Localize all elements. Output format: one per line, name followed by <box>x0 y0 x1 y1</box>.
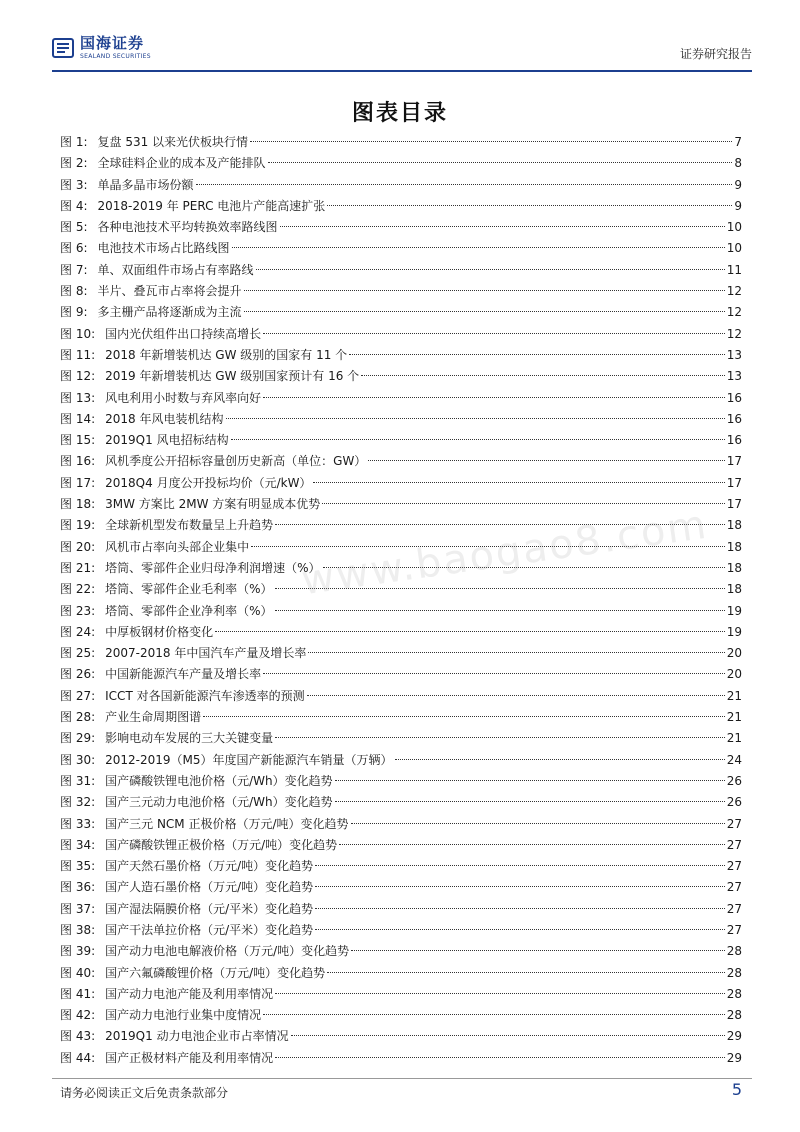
logo-cn-text: 国海证券 <box>80 34 145 52</box>
toc-figure-label: 图 22: <box>60 582 96 597</box>
toc-dot-leader <box>226 418 725 419</box>
toc-page-number: 27 <box>726 816 742 831</box>
toc-figure-label: 图 29: <box>60 731 96 746</box>
toc-page-number: 29 <box>726 1029 742 1044</box>
toc-page-number: 28 <box>726 944 742 959</box>
toc-entry[interactable] <box>60 963 742 984</box>
toc-figure-label: 图 42: <box>60 1008 96 1023</box>
toc-entry[interactable] <box>60 643 742 664</box>
toc-figure-title: 塔筒、零部件企业毛利率（%） <box>105 582 273 597</box>
toc-figure-title: 2018 年风电装机结构 <box>105 411 224 426</box>
toc-figure-label: 图 30: <box>60 752 96 767</box>
disclaimer-note: 请务必阅读正文后免责条款部分 <box>60 1086 229 1100</box>
toc-figure-title: 产业生命周期图谱 <box>105 710 202 725</box>
toc-entry[interactable] <box>60 792 742 813</box>
toc-figure-label: 图 34: <box>60 837 96 852</box>
toc-figure-title: 国产动力电池产能及利用率情况 <box>105 986 274 1001</box>
toc-entry[interactable] <box>60 1026 742 1047</box>
toc-dot-leader <box>275 993 725 994</box>
toc-dot-leader <box>196 184 733 185</box>
toc-entry[interactable] <box>60 899 742 920</box>
toc-figure-title: 国产三元动力电池价格（元/Wh）变化趋势 <box>105 795 333 810</box>
toc-dot-leader <box>368 460 724 461</box>
toc-figure-label: 图 31: <box>60 773 96 788</box>
toc-dot-leader <box>327 972 725 973</box>
toc-figure-label: 图 13: <box>60 390 96 405</box>
toc-figure-label: 图 2: <box>60 156 88 171</box>
toc-page-number: 18 <box>726 539 742 554</box>
toc-figure-label: 图 18: <box>60 497 96 512</box>
toc-figure-label: 图 5: <box>60 220 88 235</box>
figure-table-of-contents <box>60 132 742 1069</box>
toc-figure-title: 3MW 方案比 2MW 方案有明显成本优势 <box>105 497 321 512</box>
toc-dot-leader <box>351 823 725 824</box>
toc-figure-title: 全球新机型发布数量呈上升趋势 <box>105 518 274 533</box>
toc-page-number: 16 <box>726 390 742 405</box>
toc-page-number: 21 <box>726 710 742 725</box>
toc-dot-leader <box>232 247 725 248</box>
toc-page-number: 19 <box>726 603 742 618</box>
toc-figure-title: 2018-2019 年 PERC 电池片产能高速扩张 <box>97 198 326 213</box>
company-logo <box>52 36 151 60</box>
toc-figure-title: 国内光伏组件出口持续高增长 <box>105 326 262 341</box>
toc-page-number: 17 <box>726 454 742 469</box>
toc-entry[interactable] <box>60 153 742 174</box>
toc-page-number: 17 <box>726 475 742 490</box>
toc-figure-title: 单、双面组件市场占有率路线 <box>97 262 254 277</box>
toc-entry[interactable] <box>60 920 742 941</box>
toc-entry[interactable] <box>60 175 742 196</box>
toc-figure-title: 复盘 531 以来光伏板块行情 <box>97 135 249 149</box>
toc-figure-title: ICCT 对各国新能源汽车渗透率的预测 <box>105 688 305 703</box>
toc-figure-label: 图 4: <box>60 198 88 213</box>
toc-figure-label: 图 19: <box>60 518 96 533</box>
toc-figure-title: 国产六氟磷酸锂价格（万元/吨）变化趋势 <box>105 965 326 980</box>
toc-entry[interactable] <box>60 622 742 643</box>
toc-dot-leader <box>307 695 725 696</box>
toc-figure-title: 国产动力电池电解液价格（万元/吨）变化趋势 <box>105 944 350 959</box>
toc-entry[interactable] <box>60 877 742 898</box>
page-header <box>52 30 752 70</box>
toc-figure-label: 图 38: <box>60 922 96 937</box>
toc-dot-leader <box>244 290 725 291</box>
toc-figure-title: 国产人造石墨价格（万元/吨）变化趋势 <box>105 880 314 895</box>
toc-page-number: 8 <box>734 156 742 171</box>
toc-figure-label: 图 3: <box>60 177 88 192</box>
toc-entry[interactable] <box>60 281 742 302</box>
toc-entry[interactable] <box>60 260 742 281</box>
toc-page-number: 18 <box>726 518 742 533</box>
toc-figure-label: 图 11: <box>60 347 96 362</box>
toc-entry[interactable] <box>60 941 742 962</box>
toc-page-number: 26 <box>726 795 742 810</box>
toc-dot-leader <box>395 759 725 760</box>
toc-figure-title: 国产磷酸铁锂正极价格（万元/吨）变化趋势 <box>105 837 338 852</box>
toc-figure-label: 图 40: <box>60 965 96 980</box>
toc-page-number: 11 <box>726 262 742 277</box>
toc-figure-label: 图 41: <box>60 986 96 1001</box>
toc-figure-title: 全球硅料企业的成本及产能排队 <box>97 156 266 171</box>
toc-figure-title: 各种电池技术平均转换效率路线图 <box>97 220 278 235</box>
toc-figure-title: 2019Q1 风电招标结构 <box>105 433 229 448</box>
toc-page-number: 10 <box>726 220 742 235</box>
toc-figure-title: 2007-2018 年中国汽车产量及增长率 <box>105 646 307 661</box>
toc-figure-title: 电池技术市场占比路线图 <box>97 241 230 256</box>
toc-figure-label: 图 1: <box>60 135 88 149</box>
toc-entry[interactable] <box>60 750 742 771</box>
toc-dot-leader <box>275 1057 725 1058</box>
toc-page-number: 26 <box>726 773 742 788</box>
header-divider <box>52 70 752 72</box>
toc-figure-title: 国产三元 NCM 正极价格（万元/吨）变化趋势 <box>105 816 349 831</box>
toc-page-number: 18 <box>726 582 742 597</box>
toc-figure-title: 2018 年新增装机达 GW 级别的国家有 11 个 <box>105 347 348 362</box>
toc-page-number: 29 <box>726 1050 742 1065</box>
toc-dot-leader <box>351 950 725 951</box>
toc-page-number: 13 <box>726 369 742 384</box>
toc-figure-label: 图 20: <box>60 539 96 554</box>
toc-figure-title: 国产天然石墨价格（万元/吨）变化趋势 <box>105 859 314 874</box>
toc-entry[interactable] <box>60 345 742 366</box>
toc-page-number: 20 <box>726 667 742 682</box>
toc-figure-label: 图 39: <box>60 944 96 959</box>
toc-entry[interactable] <box>60 430 742 451</box>
toc-page-number: 12 <box>726 284 742 299</box>
toc-page-number: 27 <box>726 837 742 852</box>
toc-dot-leader <box>263 673 725 674</box>
toc-page-number: 9 <box>734 198 742 213</box>
toc-figure-label: 图 10: <box>60 326 96 341</box>
toc-figure-title: 国产湿法隔膜价格（元/平米）变化趋势 <box>105 901 314 916</box>
toc-figure-label: 图 6: <box>60 241 88 256</box>
toc-figure-title: 中厚板钢材价格变化 <box>105 624 214 639</box>
toc-page-number: 13 <box>726 347 742 362</box>
toc-dot-leader <box>291 1035 725 1036</box>
toc-entry[interactable] <box>60 409 742 430</box>
toc-figure-label: 图 8: <box>60 284 88 299</box>
toc-figure-title: 国产动力电池行业集中度情况 <box>105 1008 262 1023</box>
toc-figure-title: 2012-2019（M5）年度国产新能源汽车销量（万辆） <box>105 752 393 767</box>
toc-dot-leader <box>339 844 725 845</box>
logo-en-text: SEALAND SECURITIES <box>80 53 151 60</box>
toc-figure-title: 风机市占率向头部企业集中 <box>105 539 250 554</box>
toc-entry[interactable] <box>60 324 742 345</box>
toc-figure-title: 国产磷酸铁锂电池价格（元/Wh）变化趋势 <box>105 773 333 788</box>
toc-dot-leader <box>315 865 725 866</box>
toc-dot-leader <box>268 162 733 163</box>
toc-figure-label: 图 25: <box>60 646 96 661</box>
toc-page-number: 10 <box>726 241 742 256</box>
toc-entry[interactable] <box>60 1048 742 1069</box>
toc-figure-label: 图 15: <box>60 433 96 448</box>
toc-page-number: 17 <box>726 497 742 512</box>
toc-page-number: 12 <box>726 305 742 320</box>
toc-dot-leader <box>244 311 725 312</box>
toc-entry[interactable] <box>60 302 742 323</box>
toc-dot-leader <box>335 780 725 781</box>
sealand-logo-icon <box>52 37 74 59</box>
toc-figure-label: 图 35: <box>60 859 96 874</box>
toc-dot-leader <box>280 226 725 227</box>
toc-dot-leader <box>313 482 724 483</box>
toc-figure-label: 图 14: <box>60 411 96 426</box>
toc-dot-leader <box>263 333 725 334</box>
toc-page-number: 27 <box>726 901 742 916</box>
toc-figure-title: 2019Q1 动力电池企业市占率情况 <box>105 1029 289 1044</box>
toc-page-number: 9 <box>734 177 742 192</box>
toc-page-number: 16 <box>726 411 742 426</box>
toc-figure-title: 2018Q4 月度公开投标均价（元/kW） <box>105 475 312 490</box>
toc-figure-label: 图 7: <box>60 262 88 277</box>
toc-page-number: 27 <box>726 859 742 874</box>
page-title: 图表目录 <box>351 101 448 126</box>
toc-page-number: 19 <box>726 624 742 639</box>
toc-figure-title: 半片、叠瓦市占率将会提升 <box>97 284 242 299</box>
toc-figure-label: 图 12: <box>60 369 96 384</box>
toc-dot-leader <box>322 503 724 504</box>
toc-figure-title: 单晶多晶市场份额 <box>97 177 194 192</box>
toc-figure-title: 国产正极材料产能及利用率情况 <box>105 1050 274 1065</box>
toc-dot-leader <box>308 652 724 653</box>
toc-dot-leader <box>327 205 732 206</box>
toc-page-number: 7 <box>734 135 742 149</box>
report-type-label: 证券研究报告 <box>679 47 752 61</box>
toc-page-number: 27 <box>726 880 742 895</box>
toc-page-number: 21 <box>726 731 742 746</box>
toc-figure-label: 图 17: <box>60 475 96 490</box>
toc-entry[interactable] <box>60 132 742 153</box>
toc-entry[interactable] <box>60 771 742 792</box>
toc-page-number: 27 <box>726 922 742 937</box>
page-number: 5 <box>731 1080 742 1099</box>
toc-entry[interactable] <box>60 728 742 749</box>
toc-figure-title: 风机季度公开招标容量创历史新高（单位：GW） <box>105 454 367 469</box>
toc-figure-label: 图 32: <box>60 795 96 810</box>
toc-figure-title: 影响电动车发展的三大关键变量 <box>105 731 274 746</box>
toc-dot-leader <box>263 1014 725 1015</box>
toc-dot-leader <box>263 397 725 398</box>
toc-entry[interactable] <box>60 196 742 217</box>
toc-dot-leader <box>349 354 725 355</box>
toc-figure-label: 图 23: <box>60 603 96 618</box>
toc-dot-leader <box>335 801 725 802</box>
toc-dot-leader <box>361 375 725 376</box>
toc-page-number: 28 <box>726 965 742 980</box>
toc-figure-label: 图 24: <box>60 624 96 639</box>
toc-figure-label: 图 37: <box>60 901 96 916</box>
toc-figure-label: 图 36: <box>60 880 96 895</box>
toc-figure-label: 图 9: <box>60 305 88 320</box>
toc-page-number: 28 <box>726 986 742 1001</box>
toc-figure-title: 塔筒、零部件企业净利率（%） <box>105 603 273 618</box>
toc-entry[interactable] <box>60 601 742 622</box>
watermark: www.baogao8.com <box>298 501 711 605</box>
toc-page-number: 21 <box>726 688 742 703</box>
toc-entry[interactable] <box>60 814 742 835</box>
footer-divider <box>52 1078 752 1079</box>
toc-figure-title: 塔筒、零部件企业归母净利润增速（%） <box>105 560 321 575</box>
toc-figure-label: 图 16: <box>60 454 96 469</box>
toc-entry[interactable] <box>60 217 742 238</box>
toc-dot-leader <box>203 716 725 717</box>
toc-dot-leader <box>231 439 725 440</box>
toc-dot-leader <box>250 141 732 142</box>
toc-entry[interactable] <box>60 686 742 707</box>
toc-figure-label: 图 33: <box>60 816 96 831</box>
toc-figure-title: 风电利用小时数与弃风率向好 <box>105 390 262 405</box>
toc-entry[interactable] <box>60 388 742 409</box>
toc-entry[interactable] <box>60 707 742 728</box>
toc-dot-leader <box>275 610 725 611</box>
toc-page-number: 28 <box>726 1008 742 1023</box>
toc-entry[interactable] <box>60 664 742 685</box>
toc-entry[interactable] <box>60 856 742 877</box>
toc-dot-leader <box>215 631 725 632</box>
toc-entry[interactable] <box>60 984 742 1005</box>
toc-page-number: 24 <box>726 752 742 767</box>
toc-page-number: 20 <box>726 646 742 661</box>
toc-figure-title: 国产干法单拉价格（元/平米）变化趋势 <box>105 922 314 937</box>
toc-entry[interactable] <box>60 238 742 259</box>
toc-figure-label: 图 21: <box>60 560 96 575</box>
toc-dot-leader <box>315 908 725 909</box>
toc-figure-label: 图 28: <box>60 710 96 725</box>
toc-entry[interactable] <box>60 366 742 387</box>
toc-dot-leader <box>275 737 725 738</box>
toc-page-number: 18 <box>726 560 742 575</box>
toc-figure-title: 2019 年新增装机达 GW 级别国家预计有 16 个 <box>105 369 360 384</box>
toc-figure-label: 图 43: <box>60 1029 96 1044</box>
toc-dot-leader <box>315 886 725 887</box>
toc-figure-label: 图 44: <box>60 1050 96 1065</box>
toc-entry[interactable] <box>60 473 742 494</box>
toc-figure-title: 中国新能源汽车产量及增长率 <box>105 667 262 682</box>
toc-page-number: 16 <box>726 433 742 448</box>
toc-figure-label: 图 27: <box>60 688 96 703</box>
toc-entry[interactable] <box>60 451 742 472</box>
toc-dot-leader <box>256 269 725 270</box>
toc-page-number: 12 <box>726 326 742 341</box>
toc-dot-leader <box>315 929 725 930</box>
toc-figure-label: 图 26: <box>60 667 96 682</box>
toc-figure-title: 多主栅产品将逐渐成为主流 <box>97 305 242 320</box>
toc-entry[interactable] <box>60 1005 742 1026</box>
toc-entry[interactable] <box>60 835 742 856</box>
